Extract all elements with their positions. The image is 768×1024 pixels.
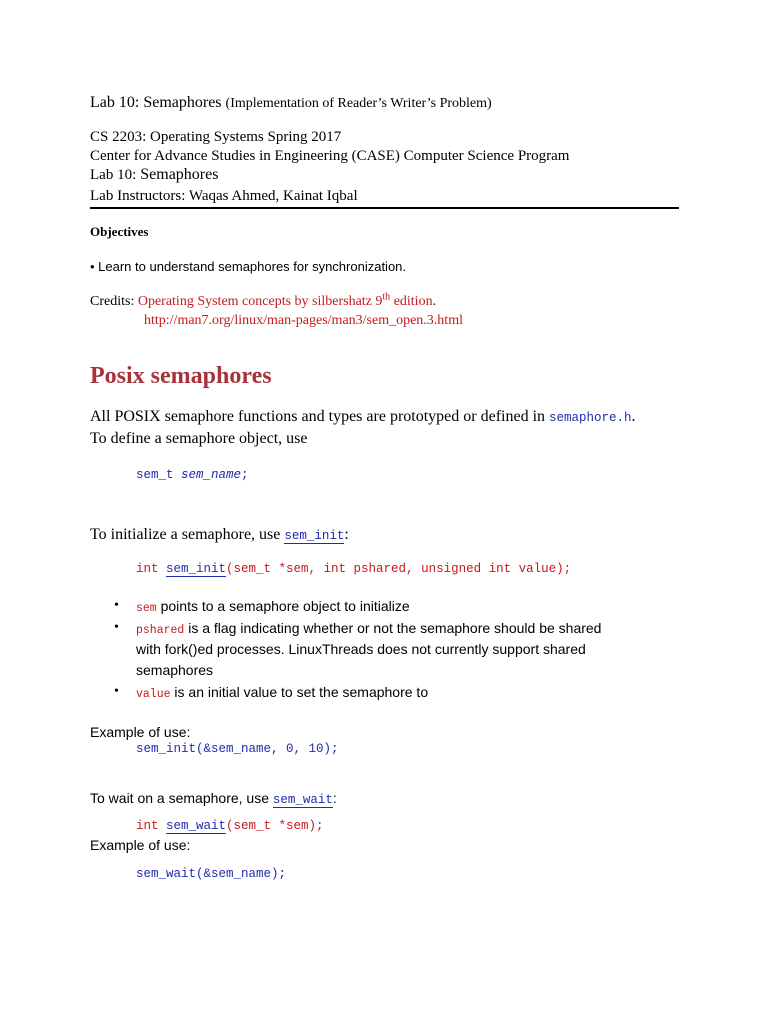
example-label-2: Example of use:: [90, 837, 191, 853]
header-divider: [90, 207, 679, 209]
wait-intro-line: To wait on a semaphore, use sem_wait:: [90, 790, 337, 807]
sem-init-link[interactable]: sem_init: [284, 529, 345, 543]
example-code-1: sem_init(&sem_name, 0, 10);: [136, 742, 339, 756]
bullet-pshared: pshared is a flag indicating whether or not the semaphore should be shared: [136, 620, 602, 637]
lab-title-main: Lab 10: Semaphores: [90, 94, 222, 111]
bullet-dot: •: [114, 684, 119, 699]
declaration-code: sem_t sem_name;: [136, 468, 249, 482]
init-intro-line: To initialize a semaphore, use sem_init:: [90, 526, 349, 543]
wait-signature: int sem_wait(sem_t *sem);: [136, 819, 324, 833]
credits-url-link[interactable]: http://man7.org/linux/man-pages/man3/sem_open.3.html: [144, 313, 463, 328]
sem-init-signature-link[interactable]: sem_init: [166, 562, 227, 576]
lab-prefix: Lab 10:: [90, 167, 137, 183]
bullet-sem: sem points to a semaphore object to initialize: [136, 598, 410, 615]
section-heading: Posix semaphores: [90, 363, 272, 389]
credits-period: .: [432, 294, 437, 309]
lab-title-sub: (Implementation of Reader’s Writer’s Problem): [225, 96, 492, 111]
param-pshared: pshared: [136, 624, 185, 637]
credits-book[interactable]: Operating System concepts by silbershatz 9th edition: [137, 291, 433, 309]
objectives-item: • Learn to understand semaphores for synchronization.: [90, 259, 407, 274]
bullet-value: value is an initial value to set the semaphore to: [136, 684, 429, 701]
course-line: CS 2203: Operating Systems Spring 2017: [90, 129, 342, 145]
example-code-2: sem_wait(&sem_name);: [136, 867, 287, 881]
example-label-1: Example of use:: [90, 724, 191, 740]
lab-title: [90, 94, 492, 112]
param-sem: sem: [136, 602, 157, 615]
intro-line: All POSIX semaphore functions and types are prototyped or defined in semaphore.h.: [90, 408, 636, 425]
sem-wait-signature-link[interactable]: sem_wait: [166, 819, 227, 833]
credits-line: [90, 291, 437, 310]
bullet-pshared-cont-1: with fork()ed processes. LinuxThreads does not currently support shared: [136, 641, 586, 657]
lab-name: Semaphores: [140, 166, 219, 183]
semaphore-h-link[interactable]: semaphore.h: [549, 411, 632, 425]
init-signature: int sem_init(sem_t *sem, int pshared, unsigned int value);: [136, 562, 572, 576]
bullet-pshared-cont-2: semaphores: [136, 662, 214, 678]
objectives-heading: Objectives: [90, 224, 149, 239]
bullet-dot: •: [114, 598, 119, 613]
param-value: value: [136, 688, 171, 701]
bullet-dot: •: [114, 620, 119, 635]
center-line: Center for Advance Studies in Engineering (CASE) Computer Science Program: [90, 148, 570, 164]
define-line: To define a semaphore object, use: [90, 430, 308, 447]
instructors-line: Lab Instructors: Waqas Ahmed, Kainat Iqbal: [90, 188, 358, 204]
sem-wait-link[interactable]: sem_wait: [272, 793, 333, 807]
credits-label: Credits:: [90, 294, 135, 309]
lab-name-line: [90, 166, 218, 184]
